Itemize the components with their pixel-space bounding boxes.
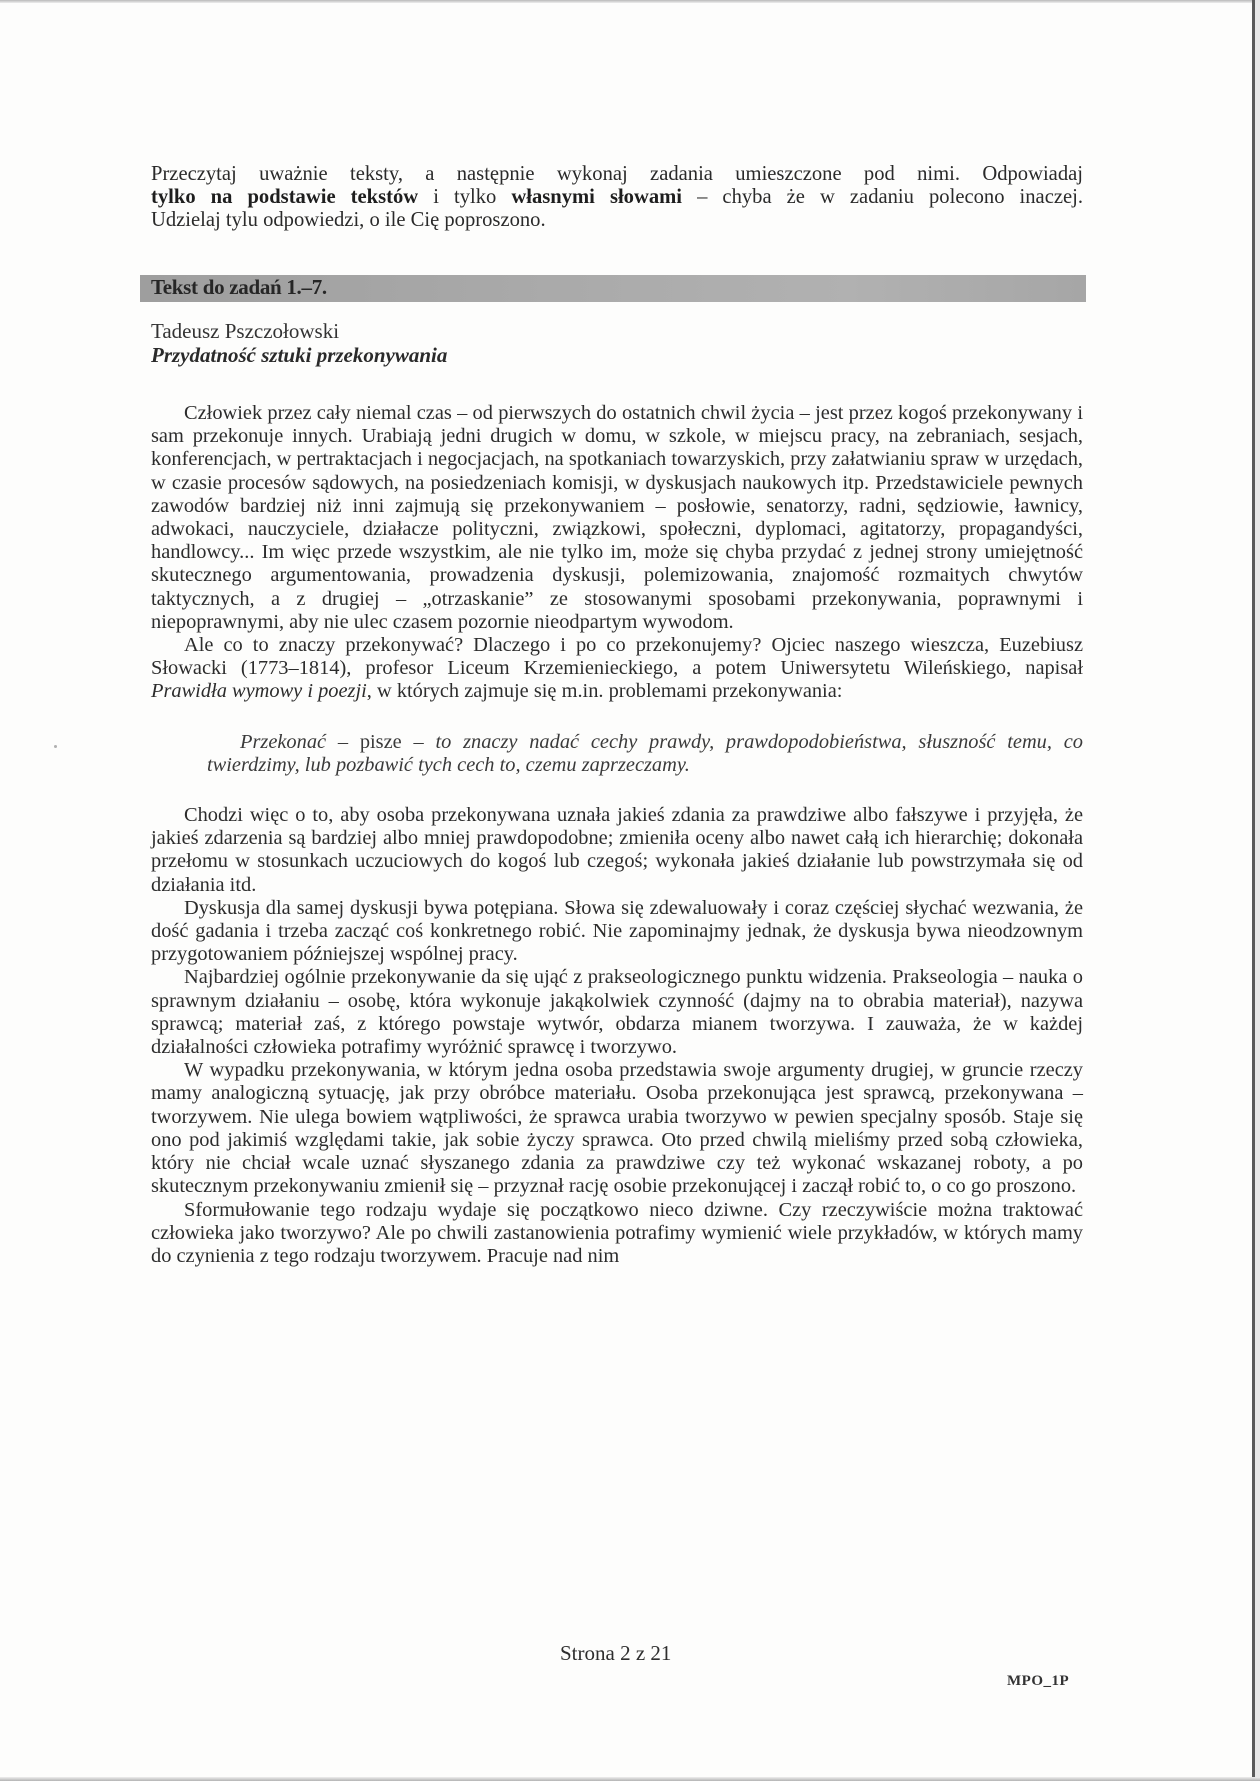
paragraph-4: Dyskusja dla samej dyskusji bywa potępiana. Słowa się zdewaluowały i coraz częściej słychać wezwania, że dość gadania i trzeba zacząć coś konkretnego robić. Nie zapominajmy jednak, że dyskusja bywa nieodzownym przygotowaniem późniejszej wspólnej pracy. [151, 896, 1083, 966]
paragraph-1: Człowiek przez cały niemal czas – od pierwszych do ostatnich chwil życia – jest przez kogoś przekonywany i sam przekonuje innych. Urabiają jedni drugich w domu, w szkole, w miejscu pracy, na zebraniach, sesjach, konferencjach, w pertraktacjach i negocjacjach, na spotkaniach towarzyskich, przy załatwianiu spraw w urzędach, w czasie procesów sądowych, na posiedzeniach komisji, w dyskusjach naukowych itp. Przedstawiciele pewnych zawodów bardziej niż inni zajmują się przekonywaniem – posłowie, senatorzy, radni, sędziowie, ławnicy, adwokaci, nauczyciele, działacze polityczni, związkowi, społeczni, dyplomaci, agitatorzy, propagandyści, handlowcy... Im więc przede wszystkim, ale nie tylko im, może się chyba przydać z jednej strony umiejętność skutecznego argumentowania, prowadzenia dyskusji, polemizowania, znajomość rozmaitych chwytów taktycznych, a z drugiej – „otrzaskanie” ze stosowanymi sposobami przekonywania, poprawnymi i niepoprawnymi, aby nie ulec czasem pozornie nieodpartym wywodom. [151, 402, 1083, 633]
paragraph-6: W wypadku przekonywania, w którym jedna osoba przedstawia swoje argumenty drugiej, w gruncie rzeczy mamy analogiczną sytuację, jak przy obróbce materiału. Osoba przekonująca jest sprawcą, przekonywana – tworzywem. Nie ulega bowiem wątpliwości, że sprawca urabia tworzywo w pewien specjalny sposób. Staje się ono pod jakimiś względami takie, jak sobie życzy sprawca. Oto przed chwilą mieliśmy przed sobą człowieka, który nie chciał wcale uznać słyszanego zdania za prawdziwe czy też wykonać wskazanej roboty, a po skutecznym przekonywaniu zmienił się – przyznał rację osobie przekonującej i zaczął robić to, o co go proszono. [151, 1059, 1083, 1198]
instructions-line-2 [151, 186, 1083, 209]
scan-edge-right [1252, 0, 1255, 1781]
text-author: Tadeusz Pszczołowski [151, 319, 340, 343]
paragraph-2-end: , w których zajmuje się m.in. problemami przekonywania: [366, 680, 843, 703]
exam-code: MPO_1P [1007, 1673, 1070, 1689]
section-header-text: Tekst do zadań 1.–7. [151, 275, 327, 299]
exam-instructions [151, 163, 1083, 232]
cited-work-title: Prawidła wymowy i poezji [151, 680, 367, 703]
paragraph-5: Najbardziej ogólnie przekonywanie da się ująć z prakseologicznego punktu widzenia. Prakseologia – nauka o sprawnym działaniu – osobę, która wykonuje jakąkolwiek czynność (dajmy na to obrabia materiał), nazywa sprawcą; materiał zaś, z którego powstaje wytwór, obdarza mianem tworzywa. I zauważa, że w każdej działalności człowieka potrafimy wyróżnić sprawcę i tworzywo. [151, 966, 1083, 1059]
paragraph-3: Chodzi więc o to, aby osoba przekonywana uznała jakieś zdania za prawdziwe albo fałszywe i przyjęła, że jakieś zdarzenia są bardziej albo mniej prawdopodobne; zmieniła oceny albo nawet całą ich hierarchię; dokonała przełomu w stosunkach uczuciowych do kogoś lub czegoś; wykonała jakieś działanie lub powstrzymała się od działania itd. [151, 804, 1083, 896]
quote-end: to znaczy nadać cechy prawdy, prawdopodobieństwa, słuszność temu, co twierdzimy, lub pozbawić tych cech to, czemu zaprzeczamy. [207, 730, 1083, 776]
quote-attribution: – pisze – [326, 730, 436, 753]
section-header-bar [140, 275, 1086, 302]
instructions-emphasis-texts: tylko na podstawie tekstów [151, 186, 419, 208]
instructions-line-2-end: – chyba że w zadaniu polecono inaczej. [682, 186, 1083, 208]
scan-edge-right-margin [1255, 0, 1260, 1781]
scan-edge-bottom [0, 1777, 1260, 1781]
instructions-connector: i tylko [418, 186, 512, 208]
paragraph-2-intro: Ale co to znaczy przekonywać? Dlaczego i po co przekonujemy? Ojciec naszego wieszcza, Euzebiusz Słowacki (1773–1814), profesor Liceum Krzemienieckiego, a potem Uniwersytetu Wileńskiego, napisał [151, 634, 1083, 680]
paragraph-7: Sformułowanie tego rodzaju wydaje się początkowo nieco dziwne. Czy rzeczywiście można traktować człowieka jako tworzywo? Ale po chwili zastanowienia potrafimy wymienić wiele przykładów, w których mamy do czynienia z tego rodzaju tworzywem. Pracuje nad nim [151, 1198, 1083, 1267]
instructions-line-3: Udzielaj tylu odpowiedzi, o ile Cię poproszono. [151, 209, 546, 231]
paragraph-2 [151, 634, 1083, 704]
scan-artifact-dot [54, 745, 57, 748]
quote-start: Przekonać [240, 730, 327, 753]
scan-edge-top [0, 0, 1260, 3]
page-content [151, 163, 1083, 1267]
block-quote [151, 731, 1083, 777]
article-body [151, 402, 1083, 1268]
instructions-line-1: Przeczytaj uważnie teksty, a następnie wykonaj zadania umieszczone pod nimi. Odpowiadaj [151, 163, 1083, 185]
instructions-emphasis-own-words: własnymi słowami [511, 186, 683, 208]
page-number: Strona 2 z 21 [560, 1641, 672, 1665]
text-title: Przydatność sztuki przekonywania [151, 343, 448, 367]
